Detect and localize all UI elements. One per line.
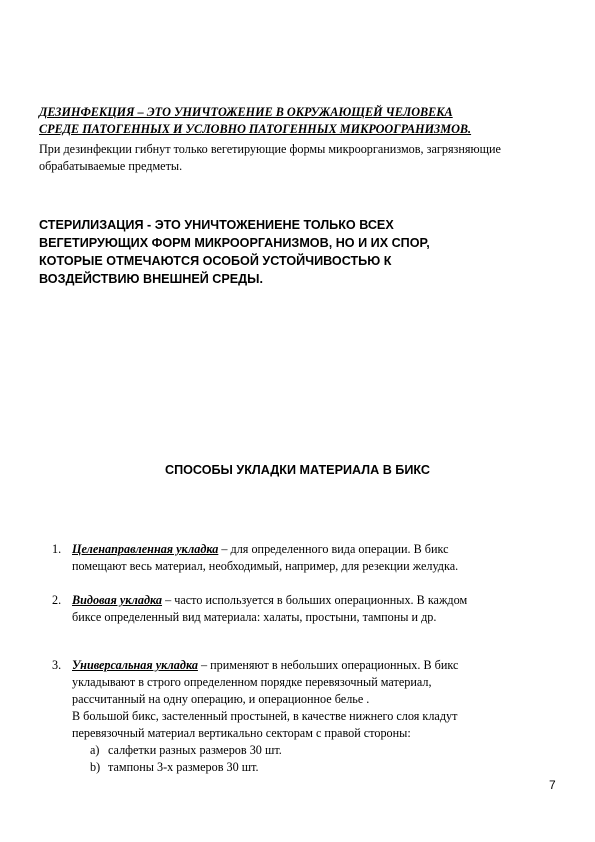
list-item	[52, 541, 572, 575]
page-number: 7	[549, 778, 556, 792]
list-item	[52, 657, 572, 776]
list-number: 2.	[52, 593, 62, 607]
list-text: помещают весь материал, необходимый, например, для резекции желудка.	[72, 559, 459, 573]
section-title: СПОСОБЫ УКЛАДКИ МАТЕРИАЛА В БИКС	[164, 463, 431, 477]
heading-line: СРЕДЕ ПАТОГЕННЫХ И УСЛОВНО ПАТОГЕННЫХ МИКРООГРАНИЗМОВ.	[39, 122, 472, 136]
heading-line: ДЕЗИНФЕКЦИЯ – ЭТО УНИЧТОЖЕНИЕ В ОКРУЖАЮЩЕЙ ЧЕЛОВЕКА	[39, 105, 453, 119]
sub-list-item	[90, 742, 572, 759]
list-text: – часто используется в больших операционных. В каждом	[162, 593, 468, 607]
paragraph-line: обрабатываемые предметы.	[39, 159, 183, 173]
list-text: рассчитанный на одну операцию, и операционное белье .	[72, 692, 370, 706]
list-number: 1.	[52, 542, 62, 556]
sub-list-marker: b)	[90, 760, 101, 774]
list-number: 3.	[52, 658, 62, 672]
list-text: В большой бикс, застеленный простыней, в качестве нижнего слоя кладут	[72, 709, 458, 723]
list-text: – применяют в небольших операционных. В бикс	[197, 658, 459, 672]
sub-list-text: тампоны 3-х размеров 30 шт.	[108, 760, 259, 774]
list-item	[52, 592, 572, 626]
sub-list-item	[90, 759, 572, 776]
disinfection-definition-heading	[39, 104, 569, 138]
heading-line: ВОЗДЕЙСТВИЮ ВНЕШНЕЙ СРЕДЫ.	[39, 272, 263, 286]
list-term: Универсальная укладка	[72, 658, 198, 672]
list-text: биксе определенный вид материала: халаты, простыни, тампоны и др.	[72, 610, 437, 624]
sub-list-text: салфетки разных размеров 30 шт.	[108, 743, 282, 757]
list-text: перевязочный материал вертикально секторам с правой стороны:	[72, 726, 411, 740]
sterilization-definition-heading	[39, 216, 539, 288]
heading-line: КОТОРЫЕ ОТМЕЧАЮТСЯ ОСОБОЙ УСТОЙЧИВОСТЬЮ К	[39, 254, 392, 268]
heading-line: СТЕРИЛИЗАЦИЯ - ЭТО УНИЧТОЖЕНИЕНЕ ТОЛЬКО ВСЕХ	[39, 218, 394, 232]
list-text: – для определенного вида операции. В бикс	[218, 542, 449, 556]
heading-line: ВЕГЕТИРУЮЩИХ ФОРМ МИКРООРГАНИЗМОВ, НО И ИХ СПОР,	[39, 236, 430, 250]
list-term: Видовая укладка	[72, 593, 163, 607]
list-text: укладывают в строго определенном порядке перевязочный материал,	[72, 675, 432, 689]
sub-list-marker: a)	[90, 743, 100, 757]
paragraph-line: При дезинфекции гибнут только вегетирующие формы микроорганизмов, загрязняющие	[39, 142, 501, 156]
disinfection-note-paragraph	[39, 141, 569, 175]
list-term: Целенаправленная укладка	[72, 542, 219, 556]
